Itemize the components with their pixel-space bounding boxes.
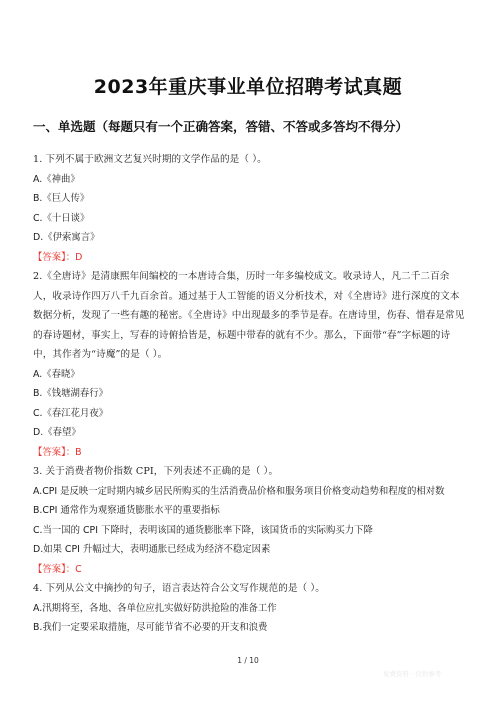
question-text: 1. 下列不属于欧洲文艺复兴时期的文学作品的是（ ）。 xyxy=(33,154,267,165)
answer: 【答案】：B xyxy=(33,446,82,458)
option-a: A.《春晓》 xyxy=(33,368,80,380)
option-b: B.我们一定要采取措施，尽可能节省不必要的开支和浪费 xyxy=(33,622,268,633)
question-list xyxy=(33,150,465,638)
option-a: A.CPI 是反映一定时期内城乡居民所购买的生活消费品价格和服务项目价格变动趋势和程度的相对数 xyxy=(33,485,445,497)
option-b: B.《钱塘湖春行》 xyxy=(33,388,109,399)
question-text: 3. 关于消费者物价指数 CPI，下列表述不正确的是（ ）。 xyxy=(33,466,279,477)
document-title: 2023年重庆事业单位招聘考试真题 xyxy=(93,76,403,98)
option-d: D.《春望》 xyxy=(33,427,81,438)
option-c: C.《春江花月夜》 xyxy=(33,407,109,419)
question-4 xyxy=(33,579,465,638)
answer: 【答案】：C xyxy=(33,563,82,575)
option-a: A.《神曲》 xyxy=(33,173,80,185)
option-c: C.《十日谈》 xyxy=(33,212,90,224)
option-d: D.如果 CPI 升幅过大，表明通胀已经成为经济不稳定因素 xyxy=(33,544,271,555)
page-number: 1 / 10 xyxy=(237,656,259,665)
option-c: C.当一国的 CPI 下降时，表明该国的通货膨胀率下降，该国货币的实际购买力下降 xyxy=(33,524,373,536)
answer: 【答案】：D xyxy=(33,251,83,263)
option-b: B.《巨人传》 xyxy=(33,193,90,204)
option-a: A.汛期将至，各地、各单位应扎实做好防洪抢险的准备工作 xyxy=(33,602,277,614)
question-1 xyxy=(33,150,465,267)
option-d: D.《伊索寓言》 xyxy=(33,232,100,243)
question-text: 2.《全唐诗》是清康熙年间编校的一本唐诗合集，历时一年多编校成文。收录诗人，凡二千二百余人，收录诗作四万八千九百余首。通过基于人工智能的语义分析技术，对《全唐诗》进行深度的文本数据分析，发现了一些有趣的秘密。《全唐诗》中出现最多的季节是春。在唐诗里，伤春、惜春是常见的春诗题材，事实上，写春的诗俯拾皆是，标题中带春的就有不少。那么，下面带“春”字标题的诗中，其作者为“诗魔”的是（ ）。 xyxy=(33,271,465,360)
option-b: B.CPI 通常作为观察通货膨胀水平的重要指标 xyxy=(33,505,220,516)
watermark: 免费资料 · 仅供参考 xyxy=(383,670,442,678)
question-text: 4. 下列从公文中摘抄的句子，语言表达符合公文写作规范的是（ ）。 xyxy=(33,583,325,594)
question-2 xyxy=(33,267,465,462)
section-heading: 一、单选题（每题只有一个正确答案，答错、不答或多答均不得分） xyxy=(33,119,409,134)
question-3 xyxy=(33,462,465,579)
